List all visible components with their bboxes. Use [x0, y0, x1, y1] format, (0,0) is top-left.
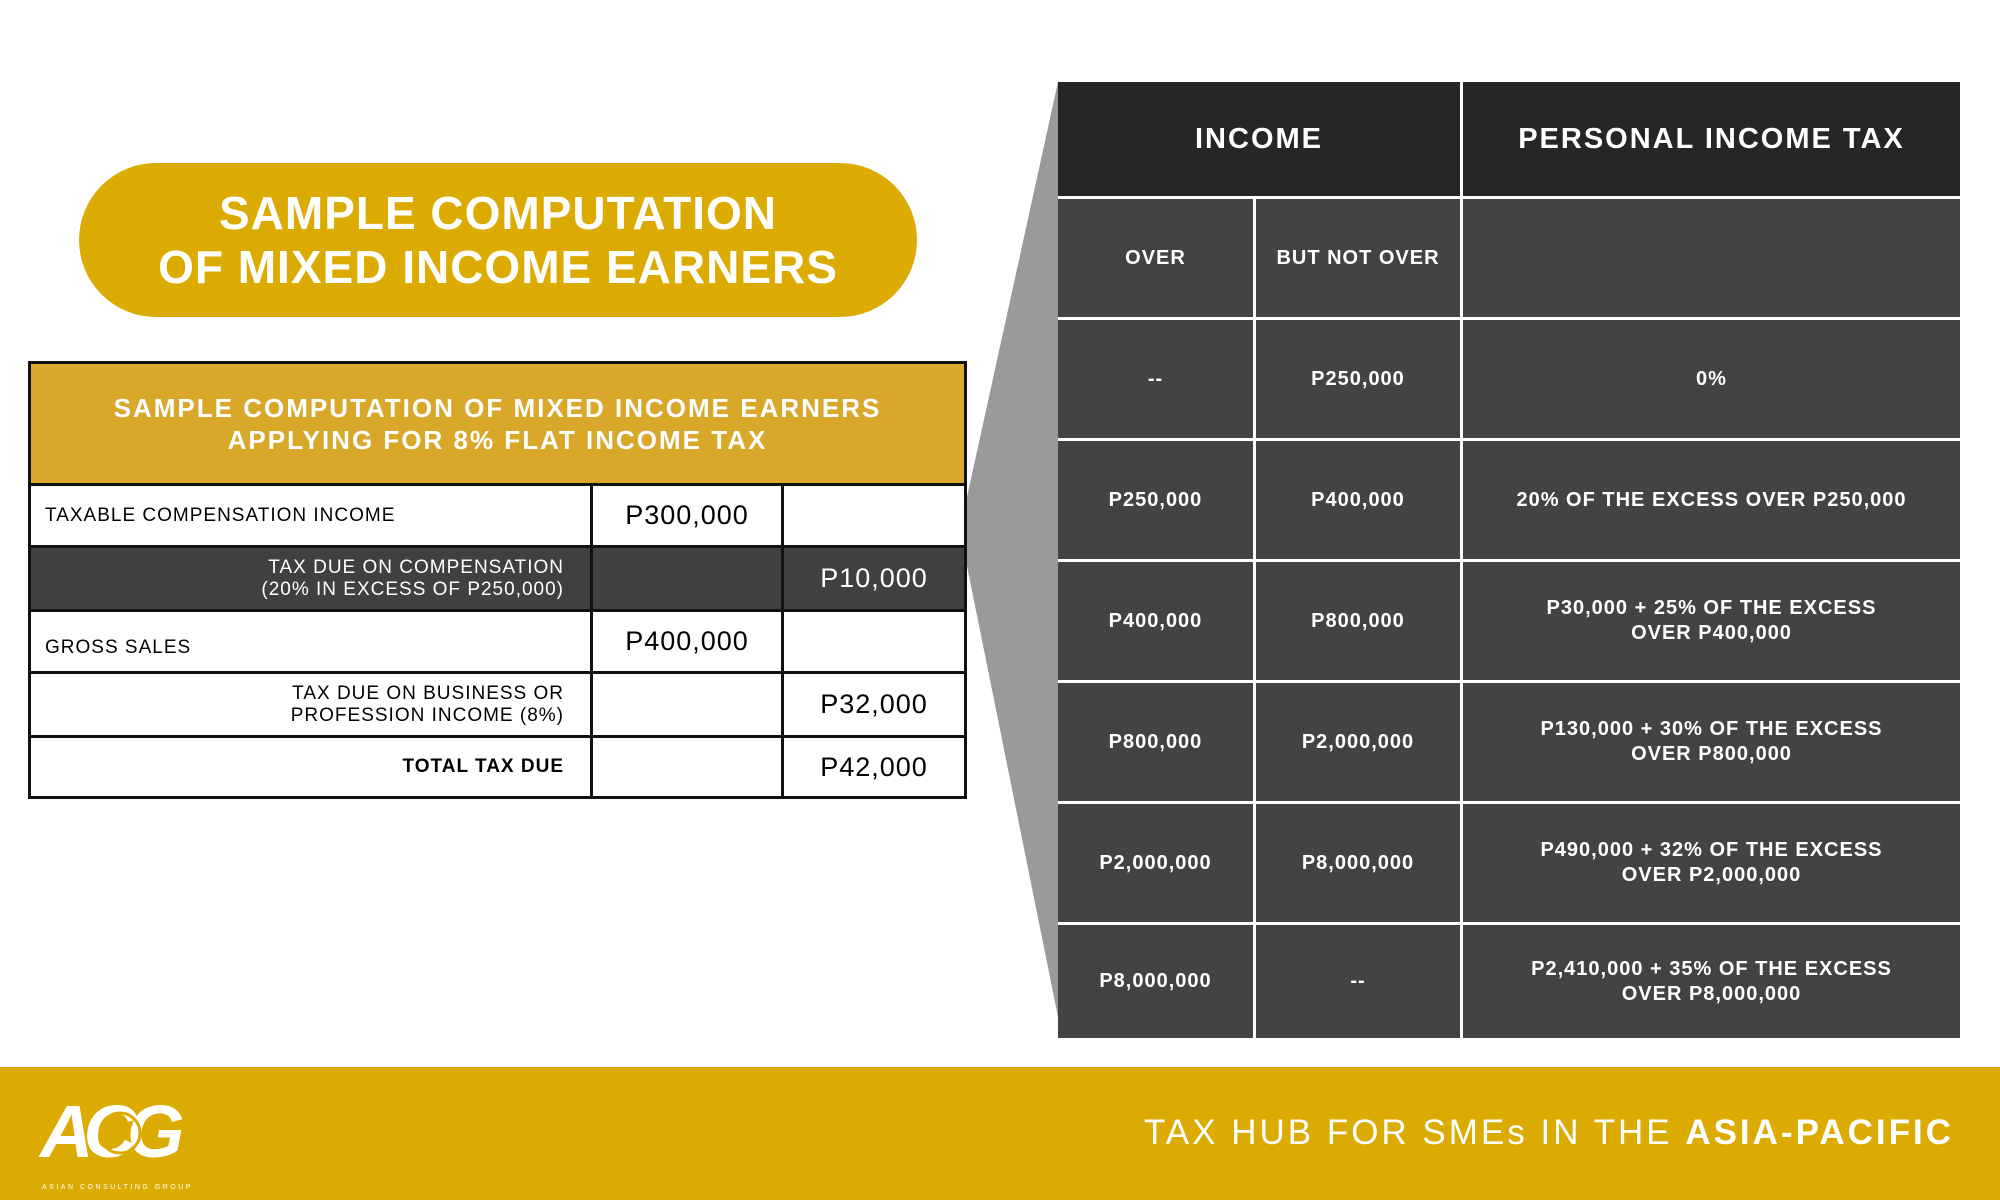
row-label — [31, 548, 593, 609]
bracket-not-over: P400,000 — [1256, 441, 1460, 559]
bracket-tax-text: OVER P800,000 — [1631, 743, 1792, 765]
bracket-tax — [1463, 441, 1960, 559]
acg-logo — [36, 1085, 206, 1193]
bracket-over: P8,000,000 — [1058, 925, 1253, 1038]
bracket-tax — [1463, 562, 1960, 680]
row-amount — [593, 738, 784, 796]
computation-row-tax-compensation — [31, 548, 964, 612]
row-label-text: TAX DUE ON COMPENSATION — [268, 556, 564, 578]
computation-table — [28, 361, 967, 799]
bracket-tax — [1463, 925, 1960, 1038]
bracket-tax-text: P490,000 + 32% OF THE EXCESS — [1540, 839, 1883, 861]
page-title-line1: SAMPLE COMPUTATION — [218, 187, 778, 239]
bracket-not-over: P800,000 — [1256, 562, 1460, 680]
logo-lettering: ACG — [40, 1090, 175, 1173]
bracket-over: P400,000 — [1058, 562, 1253, 680]
row-label — [31, 612, 593, 671]
page-title — [79, 163, 917, 317]
row-label-text: TAXABLE COMPENSATION INCOME — [45, 504, 396, 526]
tagline-regular: TAX HUB FOR SMEs IN THE — [1144, 1113, 1686, 1152]
bracket-tax-text: P130,000 + 30% OF THE EXCESS — [1540, 718, 1883, 740]
bracket-tax-text: OVER P2,000,000 — [1621, 864, 1802, 886]
row-amount: P400,000 — [593, 612, 784, 671]
bracket-tax-text: P2,410,000 + 35% OF THE EXCESS — [1531, 957, 1892, 980]
bracket-tax — [1463, 683, 1960, 801]
row-label-text: GROSS SALES — [45, 637, 192, 658]
row-tax — [784, 612, 964, 671]
row-label-text: (20% IN EXCESS OF P250,000) — [261, 578, 564, 600]
bracket-tax — [1463, 320, 1960, 438]
row-amount: P300,000 — [593, 486, 784, 545]
bracket-not-over: P8,000,000 — [1256, 804, 1460, 922]
bracket-over: -- — [1058, 320, 1253, 438]
row-tax: P32,000 — [820, 689, 928, 719]
bracket-not-over: P250,000 — [1256, 320, 1460, 438]
bracket-not-over: -- — [1256, 925, 1460, 1038]
row-label-text: PROFESSION INCOME (8%) — [290, 704, 564, 726]
row-label — [31, 738, 593, 796]
bracket-tax-text: OVER P400,000 — [1631, 622, 1792, 644]
row-label — [31, 486, 593, 545]
tagline — [1144, 1113, 1954, 1153]
computation-row-tax-business — [31, 674, 964, 738]
bracket-over: P800,000 — [1058, 683, 1253, 801]
not-over-subheader: BUT NOT OVER — [1256, 199, 1460, 317]
computation-header-line1: SAMPLE COMPUTATION OF MIXED INCOME EARNERS — [113, 392, 882, 423]
personal-income-tax-header: PERSONAL INCOME TAX — [1463, 82, 1960, 196]
tax-subheader-empty — [1463, 199, 1960, 317]
row-tax — [784, 486, 964, 545]
bracket-over: P2,000,000 — [1058, 804, 1253, 922]
bracket-tax-text: 20% OF THE EXCESS OVER P250,000 — [1516, 488, 1907, 511]
bracket-not-over: P2,000,000 — [1256, 683, 1460, 801]
computation-row-gross-sales — [31, 612, 964, 674]
row-label — [31, 674, 593, 735]
row-amount — [593, 548, 784, 609]
bracket-over: P250,000 — [1058, 441, 1253, 559]
bracket-tax-text: OVER P8,000,000 — [1621, 982, 1802, 1005]
computation-header-line2: APPLYING FOR 8% FLAT INCOME TAX — [227, 424, 768, 455]
tax-bracket-table — [1058, 82, 1960, 1017]
over-subheader: OVER — [1058, 199, 1253, 317]
footer-bar — [0, 1067, 2000, 1200]
bracket-tax-text: P30,000 + 25% OF THE EXCESS — [1546, 597, 1877, 619]
income-header: INCOME — [1058, 82, 1460, 196]
computation-row-total — [31, 738, 964, 796]
row-tax: P10,000 — [820, 563, 928, 593]
row-amount — [593, 674, 784, 735]
row-tax: P42,000 — [820, 751, 928, 782]
bracket-tax — [1463, 804, 1960, 922]
row-label-text: TAX DUE ON BUSINESS OR — [292, 682, 564, 704]
tagline-bold: ASIA-PACIFIC — [1685, 1113, 1954, 1152]
page-title-line2: OF MIXED INCOME EARNERS — [158, 241, 838, 293]
row-label-text: TOTAL TAX DUE — [402, 756, 564, 777]
logo-subtext: ASIAN CONSULTING GROUP — [42, 1184, 193, 1191]
computation-table-header — [31, 364, 964, 486]
bracket-tax-text: 0% — [1696, 367, 1727, 390]
computation-row-taxable-compensation — [31, 486, 964, 548]
